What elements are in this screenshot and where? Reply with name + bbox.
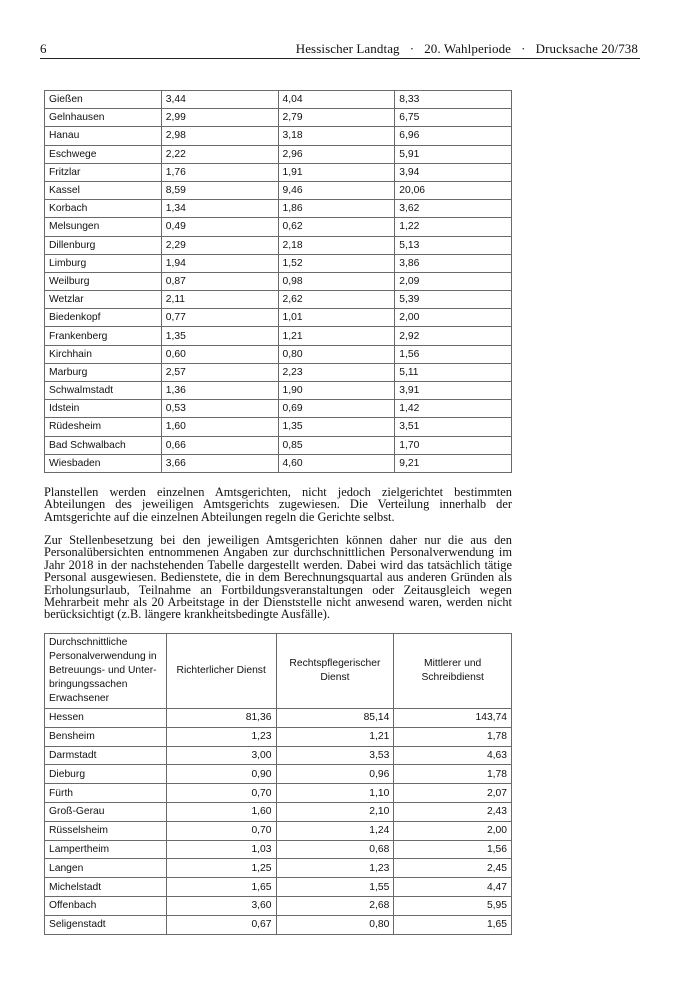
value-cell: 2,18 bbox=[278, 236, 395, 254]
court-name-cell: Michelstadt bbox=[45, 878, 167, 897]
value-cell: 1,56 bbox=[394, 840, 512, 859]
value-cell: 8,59 bbox=[161, 181, 278, 199]
table-row bbox=[45, 345, 512, 363]
table-row bbox=[45, 418, 512, 436]
personnel-usage-table bbox=[44, 633, 512, 935]
table-header-row bbox=[45, 634, 512, 709]
value-cell: 2,22 bbox=[161, 145, 278, 163]
table-row bbox=[45, 218, 512, 236]
value-cell: 20,06 bbox=[395, 181, 512, 199]
table-row bbox=[45, 840, 512, 859]
value-cell: 2,29 bbox=[161, 236, 278, 254]
value-cell: 3,86 bbox=[395, 254, 512, 272]
table-row bbox=[45, 127, 512, 145]
table-row bbox=[45, 254, 512, 272]
value-cell: 1,10 bbox=[276, 784, 394, 803]
court-name-cell: Schwalmstadt bbox=[45, 382, 162, 400]
table-row bbox=[45, 109, 512, 127]
table-row bbox=[45, 363, 512, 381]
value-cell: 2,99 bbox=[161, 109, 278, 127]
table-row bbox=[45, 200, 512, 218]
value-cell: 0,49 bbox=[161, 218, 278, 236]
value-cell: 4,60 bbox=[278, 454, 395, 472]
value-cell: 1,76 bbox=[161, 163, 278, 181]
value-cell: 1,56 bbox=[395, 345, 512, 363]
court-name-cell: Melsungen bbox=[45, 218, 162, 236]
value-cell: 4,47 bbox=[394, 878, 512, 897]
value-cell: 6,96 bbox=[395, 127, 512, 145]
value-cell: 2,09 bbox=[395, 272, 512, 290]
value-cell: 2,10 bbox=[276, 802, 394, 821]
value-cell: 0,60 bbox=[161, 345, 278, 363]
value-cell: 5,13 bbox=[395, 236, 512, 254]
court-name-cell: Gelnhausen bbox=[45, 109, 162, 127]
table-row bbox=[45, 163, 512, 181]
value-cell: 143,74 bbox=[394, 709, 512, 728]
value-cell: 5,95 bbox=[394, 896, 512, 915]
value-cell: 81,36 bbox=[166, 709, 276, 728]
value-cell: 4,04 bbox=[278, 91, 395, 109]
table-row bbox=[45, 784, 512, 803]
value-cell: 1,24 bbox=[276, 821, 394, 840]
page-header bbox=[40, 40, 640, 59]
court-name-cell: Seligenstadt bbox=[45, 915, 167, 934]
value-cell: 2,57 bbox=[161, 363, 278, 381]
value-cell: 0,87 bbox=[161, 272, 278, 290]
table-row bbox=[45, 802, 512, 821]
court-name-cell: Biedenkopf bbox=[45, 309, 162, 327]
court-name-cell: Kassel bbox=[45, 181, 162, 199]
value-cell: 2,07 bbox=[394, 784, 512, 803]
value-cell: 2,43 bbox=[394, 802, 512, 821]
value-cell: 0,69 bbox=[278, 400, 395, 418]
value-cell: 1,60 bbox=[166, 802, 276, 821]
table-row bbox=[45, 382, 512, 400]
value-cell: 1,91 bbox=[278, 163, 395, 181]
court-name-cell: Offenbach bbox=[45, 896, 167, 915]
table-row bbox=[45, 709, 512, 728]
table-row bbox=[45, 896, 512, 915]
value-cell: 1,34 bbox=[161, 200, 278, 218]
court-name-cell: Marburg bbox=[45, 363, 162, 381]
court-name-cell: Dieburg bbox=[45, 765, 167, 784]
value-cell: 0,96 bbox=[276, 765, 394, 784]
value-cell: 85,14 bbox=[276, 709, 394, 728]
value-cell: 1,35 bbox=[161, 327, 278, 345]
value-cell: 1,65 bbox=[166, 878, 276, 897]
value-cell: 1,35 bbox=[278, 418, 395, 436]
value-cell: 0,90 bbox=[166, 765, 276, 784]
table-row bbox=[45, 400, 512, 418]
paragraph-stellenbesetzung: Zur Stellenbesetzung bei den jeweiligen Amtsgerichten können daher nur die aus den Personalübersichten entnommenen Angaben zur durchschnittlichen Personalverwendung im Jahr 2018 in der nachstehenden Tabelle dargestellt werden. Dabei wird das tatsächlich tätige Personal ausgewiesen. Bedienstete, die in dem Berechnungsquartal aus anderen Gründen als Erholungsurlaub, Teilnahme an Fortbildungsveranstaltungen oder Zeitausgleich wegen Mehrarbeit mehr als 20 Arbeitstage in der Dienststelle nicht anwesend waren, werden nicht berücksichtigt (z.B. längere krankheitsbedingte Ausfälle). bbox=[44, 533, 512, 622]
value-cell: 5,11 bbox=[395, 363, 512, 381]
value-cell: 3,91 bbox=[395, 382, 512, 400]
staffing-table-continued bbox=[44, 90, 512, 473]
value-cell: 3,18 bbox=[278, 127, 395, 145]
table-row bbox=[45, 145, 512, 163]
value-cell: 1,86 bbox=[278, 200, 395, 218]
court-name-cell: Bensheim bbox=[45, 727, 167, 746]
value-cell: 4,63 bbox=[394, 746, 512, 765]
court-name-cell: Idstein bbox=[45, 400, 162, 418]
court-name-cell: Lampertheim bbox=[45, 840, 167, 859]
value-cell: 2,98 bbox=[161, 127, 278, 145]
value-cell: 0,66 bbox=[161, 436, 278, 454]
value-cell: 2,23 bbox=[278, 363, 395, 381]
value-cell: 3,94 bbox=[395, 163, 512, 181]
value-cell: 1,42 bbox=[395, 400, 512, 418]
table-row bbox=[45, 878, 512, 897]
value-cell: 6,75 bbox=[395, 109, 512, 127]
table-row bbox=[45, 91, 512, 109]
value-cell: 3,66 bbox=[161, 454, 278, 472]
value-cell: 2,00 bbox=[395, 309, 512, 327]
value-cell: 0,70 bbox=[166, 821, 276, 840]
court-name-cell: Dillenburg bbox=[45, 236, 162, 254]
value-cell: 9,21 bbox=[395, 454, 512, 472]
value-cell: 3,62 bbox=[395, 200, 512, 218]
value-cell: 0,85 bbox=[278, 436, 395, 454]
column-header-court: Durchschnittliche Personalverwendung in Betreuungs- und Unter-bringungssachen Erwachsener bbox=[45, 634, 167, 709]
value-cell: 1,94 bbox=[161, 254, 278, 272]
column-header-clerical: Mittlerer und Schreibdienst bbox=[394, 634, 512, 709]
value-cell: 0,67 bbox=[166, 915, 276, 934]
court-name-cell: Eschwege bbox=[45, 145, 162, 163]
value-cell: 1,78 bbox=[394, 765, 512, 784]
value-cell: 0,68 bbox=[276, 840, 394, 859]
value-cell: 0,53 bbox=[161, 400, 278, 418]
value-cell: 2,68 bbox=[276, 896, 394, 915]
value-cell: 1,23 bbox=[276, 859, 394, 878]
value-cell: 1,55 bbox=[276, 878, 394, 897]
table-row bbox=[45, 309, 512, 327]
paragraph-planstellen: Planstellen werden einzelnen Amtsgerichten, nicht jedoch zielgerichtet bestimmten Abteilungen des jeweiligen Amtsgerichts zugewiesen. Die Verteilung innerhalb der Amtsgerichte auf die einzelnen Abteilungen regeln die Gerichte selbst. bbox=[44, 485, 512, 524]
value-cell: 1,90 bbox=[278, 382, 395, 400]
court-name-cell: Darmstadt bbox=[45, 746, 167, 765]
value-cell: 2,96 bbox=[278, 145, 395, 163]
table-row bbox=[45, 291, 512, 309]
court-name-cell: Groß-Gerau bbox=[45, 802, 167, 821]
value-cell: 1,03 bbox=[166, 840, 276, 859]
value-cell: 1,65 bbox=[394, 915, 512, 934]
value-cell: 3,00 bbox=[166, 746, 276, 765]
table-row bbox=[45, 236, 512, 254]
value-cell: 1,23 bbox=[166, 727, 276, 746]
value-cell: 2,92 bbox=[395, 327, 512, 345]
court-name-cell: Gießen bbox=[45, 91, 162, 109]
value-cell: 3,53 bbox=[276, 746, 394, 765]
table-row bbox=[45, 859, 512, 878]
value-cell: 0,80 bbox=[276, 915, 394, 934]
value-cell: 0,77 bbox=[161, 309, 278, 327]
table-row bbox=[45, 746, 512, 765]
page-number: 6 bbox=[40, 41, 47, 56]
value-cell: 2,62 bbox=[278, 291, 395, 309]
court-name-cell: Rüdesheim bbox=[45, 418, 162, 436]
value-cell: 2,00 bbox=[394, 821, 512, 840]
column-header-rechtspfleger: Rechtspflegerischer Dienst bbox=[276, 634, 394, 709]
court-name-cell: Rüsselsheim bbox=[45, 821, 167, 840]
table-row bbox=[45, 727, 512, 746]
value-cell: 0,98 bbox=[278, 272, 395, 290]
court-name-cell: Bad Schwalbach bbox=[45, 436, 162, 454]
value-cell: 1,78 bbox=[394, 727, 512, 746]
table-row bbox=[45, 915, 512, 934]
value-cell: 1,22 bbox=[395, 218, 512, 236]
table-row bbox=[45, 181, 512, 199]
table-row bbox=[45, 454, 512, 472]
value-cell: 1,70 bbox=[395, 436, 512, 454]
court-name-cell: Kirchhain bbox=[45, 345, 162, 363]
court-name-cell: Fritzlar bbox=[45, 163, 162, 181]
court-name-cell: Wetzlar bbox=[45, 291, 162, 309]
table-row bbox=[45, 327, 512, 345]
value-cell: 1,52 bbox=[278, 254, 395, 272]
value-cell: 0,70 bbox=[166, 784, 276, 803]
value-cell: 1,01 bbox=[278, 309, 395, 327]
court-name-cell: Frankenberg bbox=[45, 327, 162, 345]
court-name-cell: Langen bbox=[45, 859, 167, 878]
value-cell: 1,21 bbox=[278, 327, 395, 345]
value-cell: 0,62 bbox=[278, 218, 395, 236]
value-cell: 9,46 bbox=[278, 181, 395, 199]
value-cell: 2,79 bbox=[278, 109, 395, 127]
value-cell: 5,39 bbox=[395, 291, 512, 309]
court-name-cell: Wiesbaden bbox=[45, 454, 162, 472]
running-title: Hessischer Landtag · 20. Wahlperiode · Drucksache 20/738 bbox=[295, 41, 638, 56]
table-row bbox=[45, 272, 512, 290]
court-name-cell: Hessen bbox=[45, 709, 167, 728]
court-name-cell: Fürth bbox=[45, 784, 167, 803]
column-header-judicial: Richterlicher Dienst bbox=[166, 634, 276, 709]
value-cell: 5,91 bbox=[395, 145, 512, 163]
value-cell: 0,80 bbox=[278, 345, 395, 363]
value-cell: 2,11 bbox=[161, 291, 278, 309]
value-cell: 1,25 bbox=[166, 859, 276, 878]
value-cell: 1,36 bbox=[161, 382, 278, 400]
value-cell: 3,51 bbox=[395, 418, 512, 436]
court-name-cell: Hanau bbox=[45, 127, 162, 145]
value-cell: 3,44 bbox=[161, 91, 278, 109]
value-cell: 8,33 bbox=[395, 91, 512, 109]
court-name-cell: Korbach bbox=[45, 200, 162, 218]
table-row bbox=[45, 436, 512, 454]
value-cell: 3,60 bbox=[166, 896, 276, 915]
court-name-cell: Limburg bbox=[45, 254, 162, 272]
table-row bbox=[45, 765, 512, 784]
court-name-cell: Weilburg bbox=[45, 272, 162, 290]
value-cell: 2,45 bbox=[394, 859, 512, 878]
value-cell: 1,60 bbox=[161, 418, 278, 436]
table-row bbox=[45, 821, 512, 840]
value-cell: 1,21 bbox=[276, 727, 394, 746]
